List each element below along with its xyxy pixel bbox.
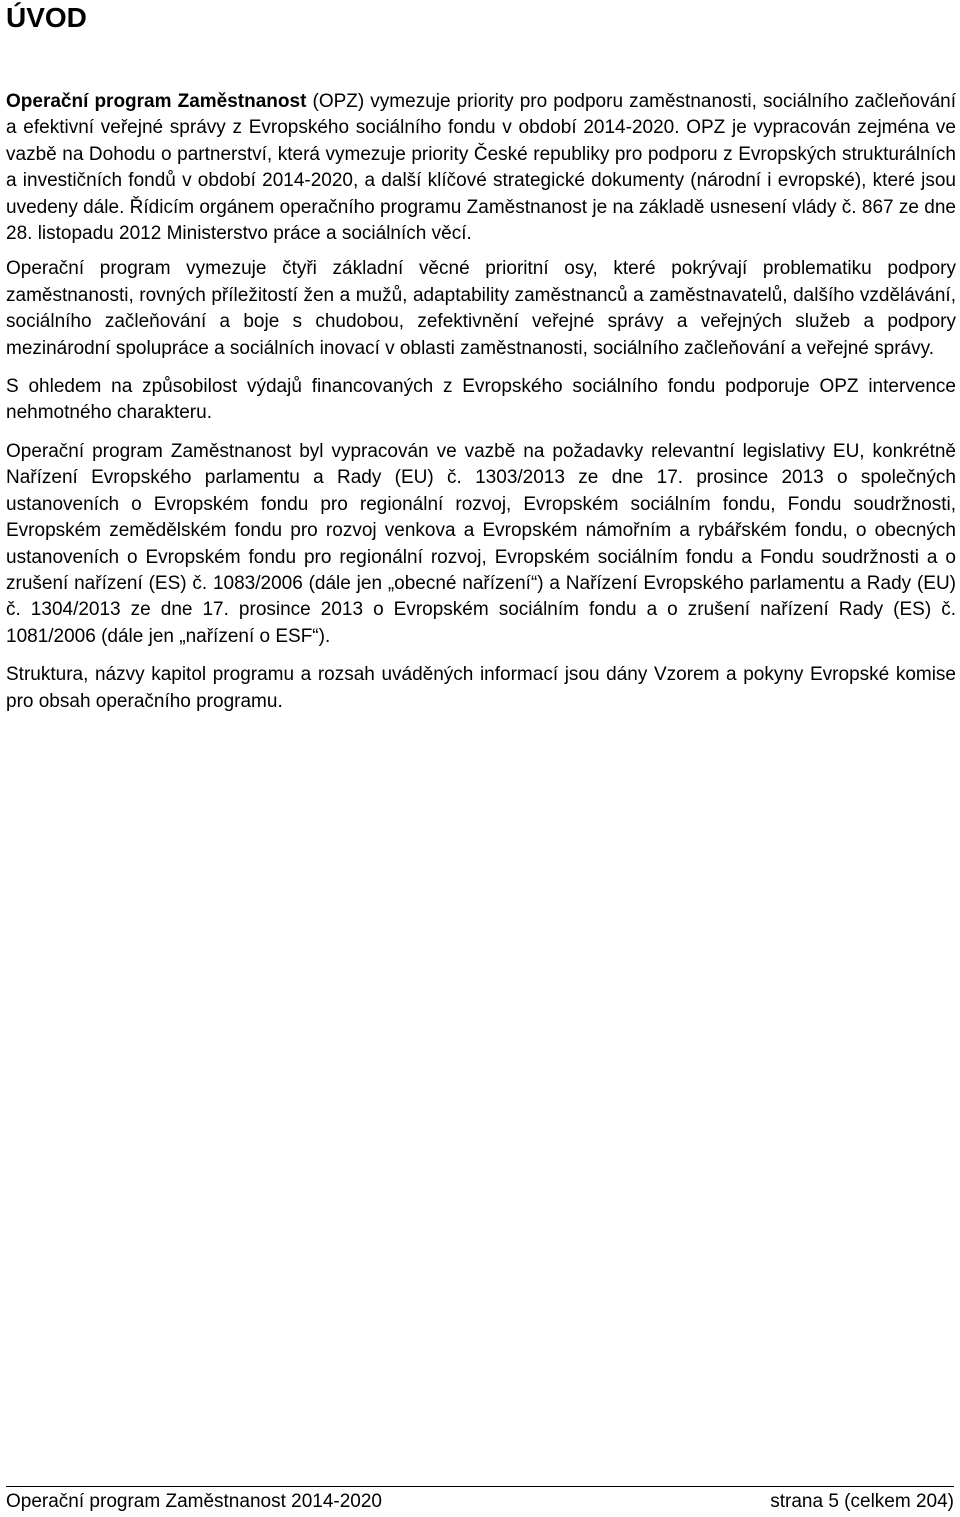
intro-paragraph: [6, 89, 956, 247]
footer-document-title: Operační program Zaměstnanost 2014-2020: [6, 1491, 382, 1512]
structure-paragraph: Struktura, názvy kapitol programu a rozsah uváděných informací jsou dány Vzorem a pokyny Evropské komise pro obsah operačního programu.: [6, 664, 956, 712]
page-title: ÚVOD: [6, 2, 87, 33]
page-footer: [6, 1491, 954, 1513]
priority-axes-paragraph: Operační program vymezuje čtyři základní věcné prioritní osy, které pokrývají problematiku podpory zaměstnanosti, rovných příležitostí žen a mužů, adaptability zaměstnanců a zaměstnavatelů, dalšího vzdělávání, sociálního začleňování a boje s chudobou, zefektivnění veřejné správy a veřejných služeb a podpory mezinárodní spolupráce a sociálních inovací v oblasti zaměstnanosti, sociálního začleňování a veřejné správy.: [6, 258, 956, 359]
esf-eligibility-paragraph: S ohledem na způsobilost výdajů financovaných z Evropského sociálního fondu podporuje OPZ intervence nehmotného charakteru.: [6, 376, 956, 424]
footer-page-number: strana 5 (celkem 204): [770, 1491, 954, 1512]
legislation-paragraph: Operační program Zaměstnanost byl vypracován ve vazbě na požadavky relevantní legislativy EU, konkrétně Nařízení Evropského parlamentu a Rady (EU) č. 1303/2013 ze dne 17. prosince 2013 o společných ustanoveních o Evropském fondu pro regionální rozvoj, Evropském sociálním fondu, Fondu soudržnosti, Evropském zemědělském fondu pro rozvoj venkova a Evropském námořním a rybářském fondu, o obecných ustanoveních o Evropském fondu pro regionální rozvoj, Evropském sociálním fondu a Fondu soudržnosti a o zrušení nařízení (ES) č. 1083/2006 (dále jen „obecné nařízení“) a Nařízení Evropského parlamentu a Rady (EU) č. 1304/2013 ze dne 17. prosince 2013 o Evropském sociálním fondu a o zrušení nařízení Rady (ES) č. 1081/2006 (dále jen „nařízení o ESF“).: [6, 440, 956, 647]
intro-paragraph-text: (OPZ) vymezuje priority pro podporu zaměstnanosti, sociálního začleňování a efektivní veřejné správy z Evropského sociálního fondu v období 2014-2020. OPZ je vypracován zejména ve vazbě na Dohodu o partnerství, která vymezuje priority České republiky pro podporu z Evropských strukturálních a investičních fondů v období 2014-2020, a další klíčové strategické dokumenty (národní i evropské), které jsou uvedeny dále. Řídicím orgánem operačního programu Zaměstnanost je na základě usnesení vlády č. 867 ze dne 28. listopadu 2012 Ministerstvo práce a sociálních věcí.: [6, 91, 957, 245]
document-body: [6, 89, 956, 727]
program-name-bold: Operační program Zaměstnanost: [6, 91, 307, 112]
footer-divider: [6, 1486, 954, 1487]
